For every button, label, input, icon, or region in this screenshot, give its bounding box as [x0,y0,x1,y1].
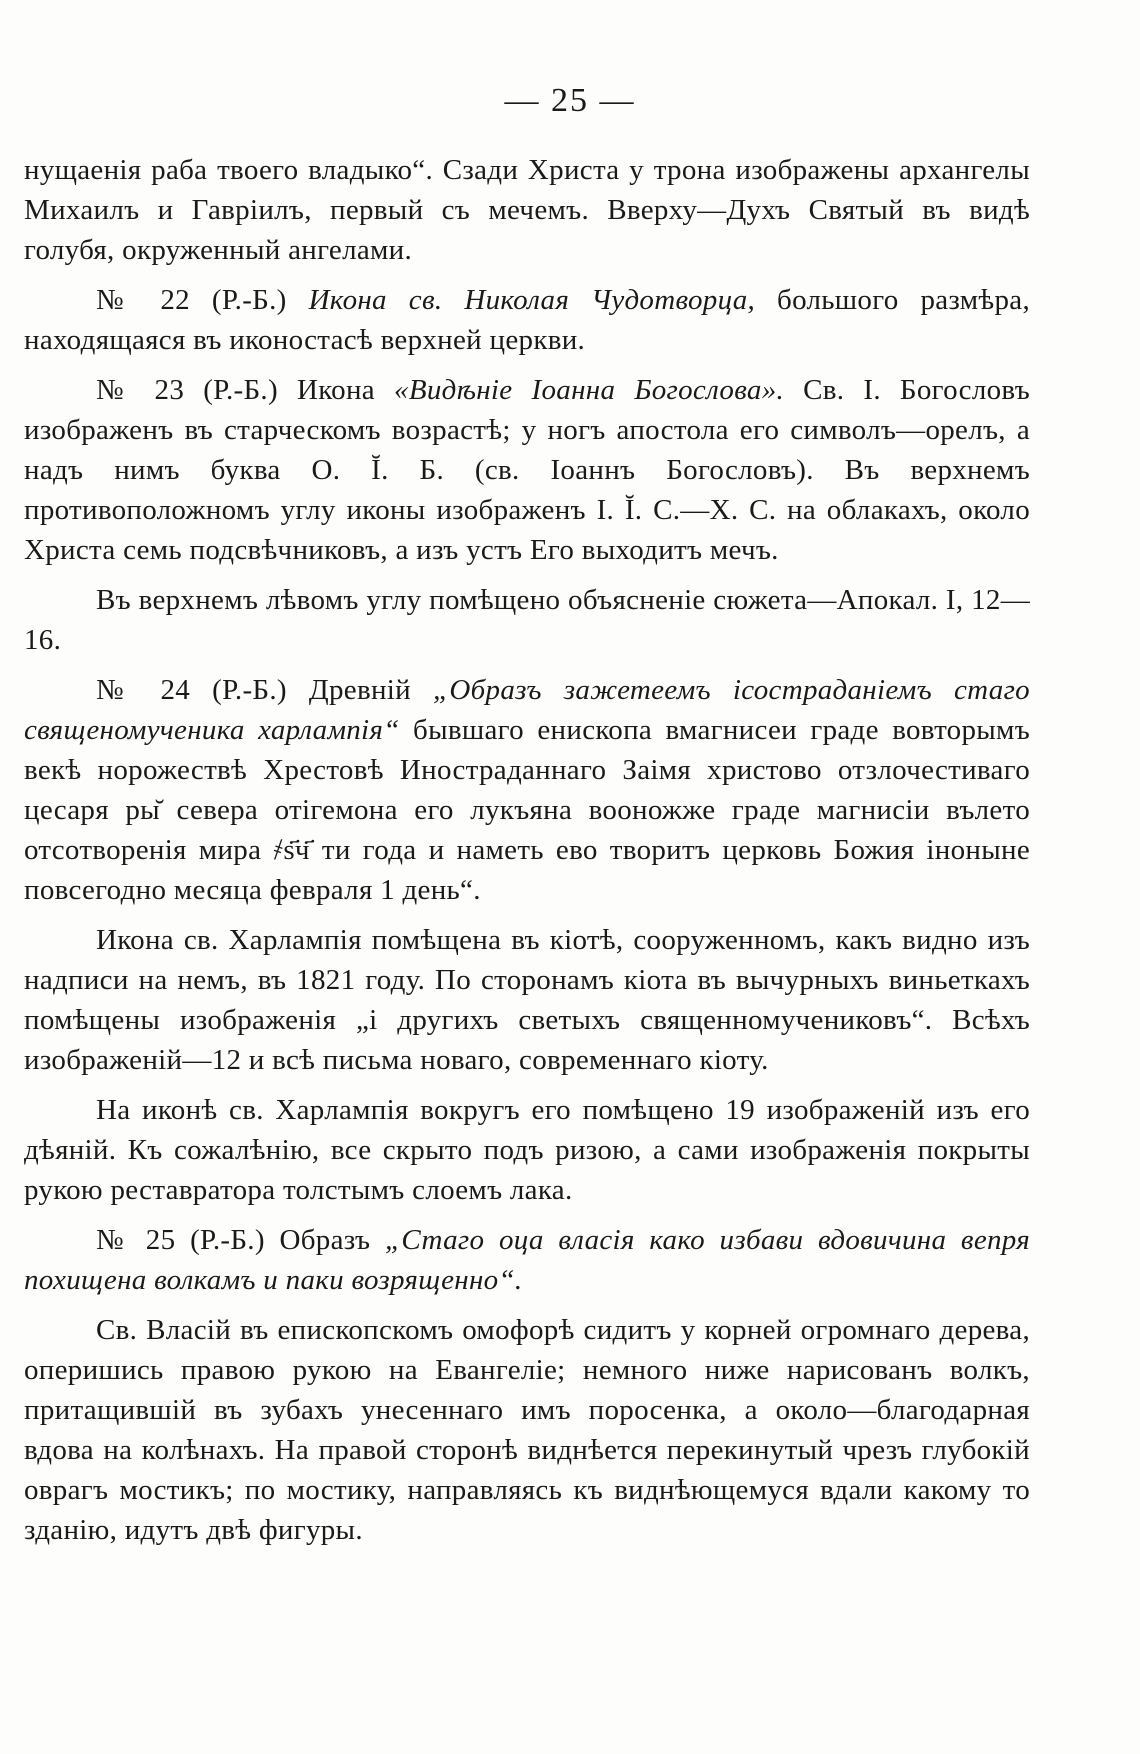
text-run: № 22 (Р.-Б.) [96,284,309,316]
text-run: № 23 (Р.-Б.) Икона [96,374,395,406]
text-run: большого размѣра, находящаяся въ иконостасѣ верхней церкви. [24,284,1030,356]
paragraph [24,580,1030,660]
italic-text-run: „Стаго оца власія како избави вдовичина вепря похищена волкамъ и паки возрященно“. [24,1224,1030,1296]
italic-text-run: «Видѣніе Іоанна Богослова». [394,374,785,406]
body-text [24,150,1030,1560]
text-run: № 25 (Р.-Б.) Образъ [96,1224,385,1256]
text-run: нущаенія раба твоего владыко“. Сзади Христа у трона изображены архангелы Михаилъ и Гавріилъ, первый съ мечемъ. Вверху—Духъ Святый въ видѣ голубя, окруженный ангелами. [24,154,1030,266]
text-run: бывшаго енископа вмагнисеи граде вовторымъ векѣ норожествѣ Хрестовѣ Иностраданнаго Заімя христово отзлочестиваго цесаря ры̆ севера отігемона его лукъяна вооножже граде магнисіи вълето отсотворенія мира ҂ѕ҃ч҃ ти года и наметь ево творитъ церковь Божия іноныне повсегодно месяца февраля 1 день“. [24,714,1030,906]
paragraph [24,1220,1030,1300]
text-run: Икона св. Харлампія помѣщена въ кіотѣ, сооруженномъ, какъ видно изъ надписи на немъ, въ 1821 году. По сторонамъ кіота въ вычурныхъ виньеткахъ помѣщены изображенія „і другихъ светыхъ священномучениковъ“. Всѣхъ изображеній—12 и всѣ письма новаго, современнаго кіоту. [24,924,1030,1076]
text-run: Въ верхнемъ лѣвомъ углу помѣщено объясненіе сюжета—Апокал. І, 12—16. [24,584,1030,656]
paragraph [24,1310,1030,1550]
paragraph [24,920,1030,1080]
page-number: — 25 — [504,82,636,119]
paragraph [24,280,1030,360]
italic-text-run: „Образъ зажетеемъ ісостраданіемъ стаго священомученика харлампія“ [24,674,1030,746]
text-run: Св. І. Богословъ изображенъ въ старческомъ возрастѣ; у ногъ апостола его символъ—орелъ, а надъ нимъ буква О. Ĭ. Б. (св. Іоаннъ Богословъ). Въ верхнемъ противоположномъ углу иконы изображенъ І. Ĭ. С.—Х. С. на облакахъ, около Христа семь подсвѣчниковъ, а изъ устъ Его выходитъ мечъ. [24,374,1030,566]
paragraph [24,370,1030,570]
text-run: На иконѣ св. Харлампія вокругъ его помѣщено 19 изображеній изъ его дѣяній. Къ сожалѣнію, все скрыто подъ ризою, а сами изображенія покрыты рукою реставратора толстымъ слоемъ лака. [24,1094,1030,1206]
paragraph [24,150,1030,270]
text-run: № 24 (Р.-Б.) Древній [96,674,433,706]
paragraph [24,670,1030,910]
italic-text-run: Икона св. Николая Чудотворца, [308,284,756,316]
paragraph [24,1090,1030,1210]
text-run: Св. Власій въ епископскомъ омофорѣ сидитъ у корней огромнаго дерева, оперишись правою рукою на Евангеліе; немного ниже нарисованъ волкъ, притащившій въ зубахъ унесеннаго имъ поросенка, а около—благодарная вдова на колѣнахъ. На правой сторонѣ виднѣется перекинутый чрезъ глубокій оврагъ мостикъ; по мостику, направляясь къ виднѣющемуся вдали какому то зданію, идутъ двѣ фигуры. [24,1314,1030,1546]
